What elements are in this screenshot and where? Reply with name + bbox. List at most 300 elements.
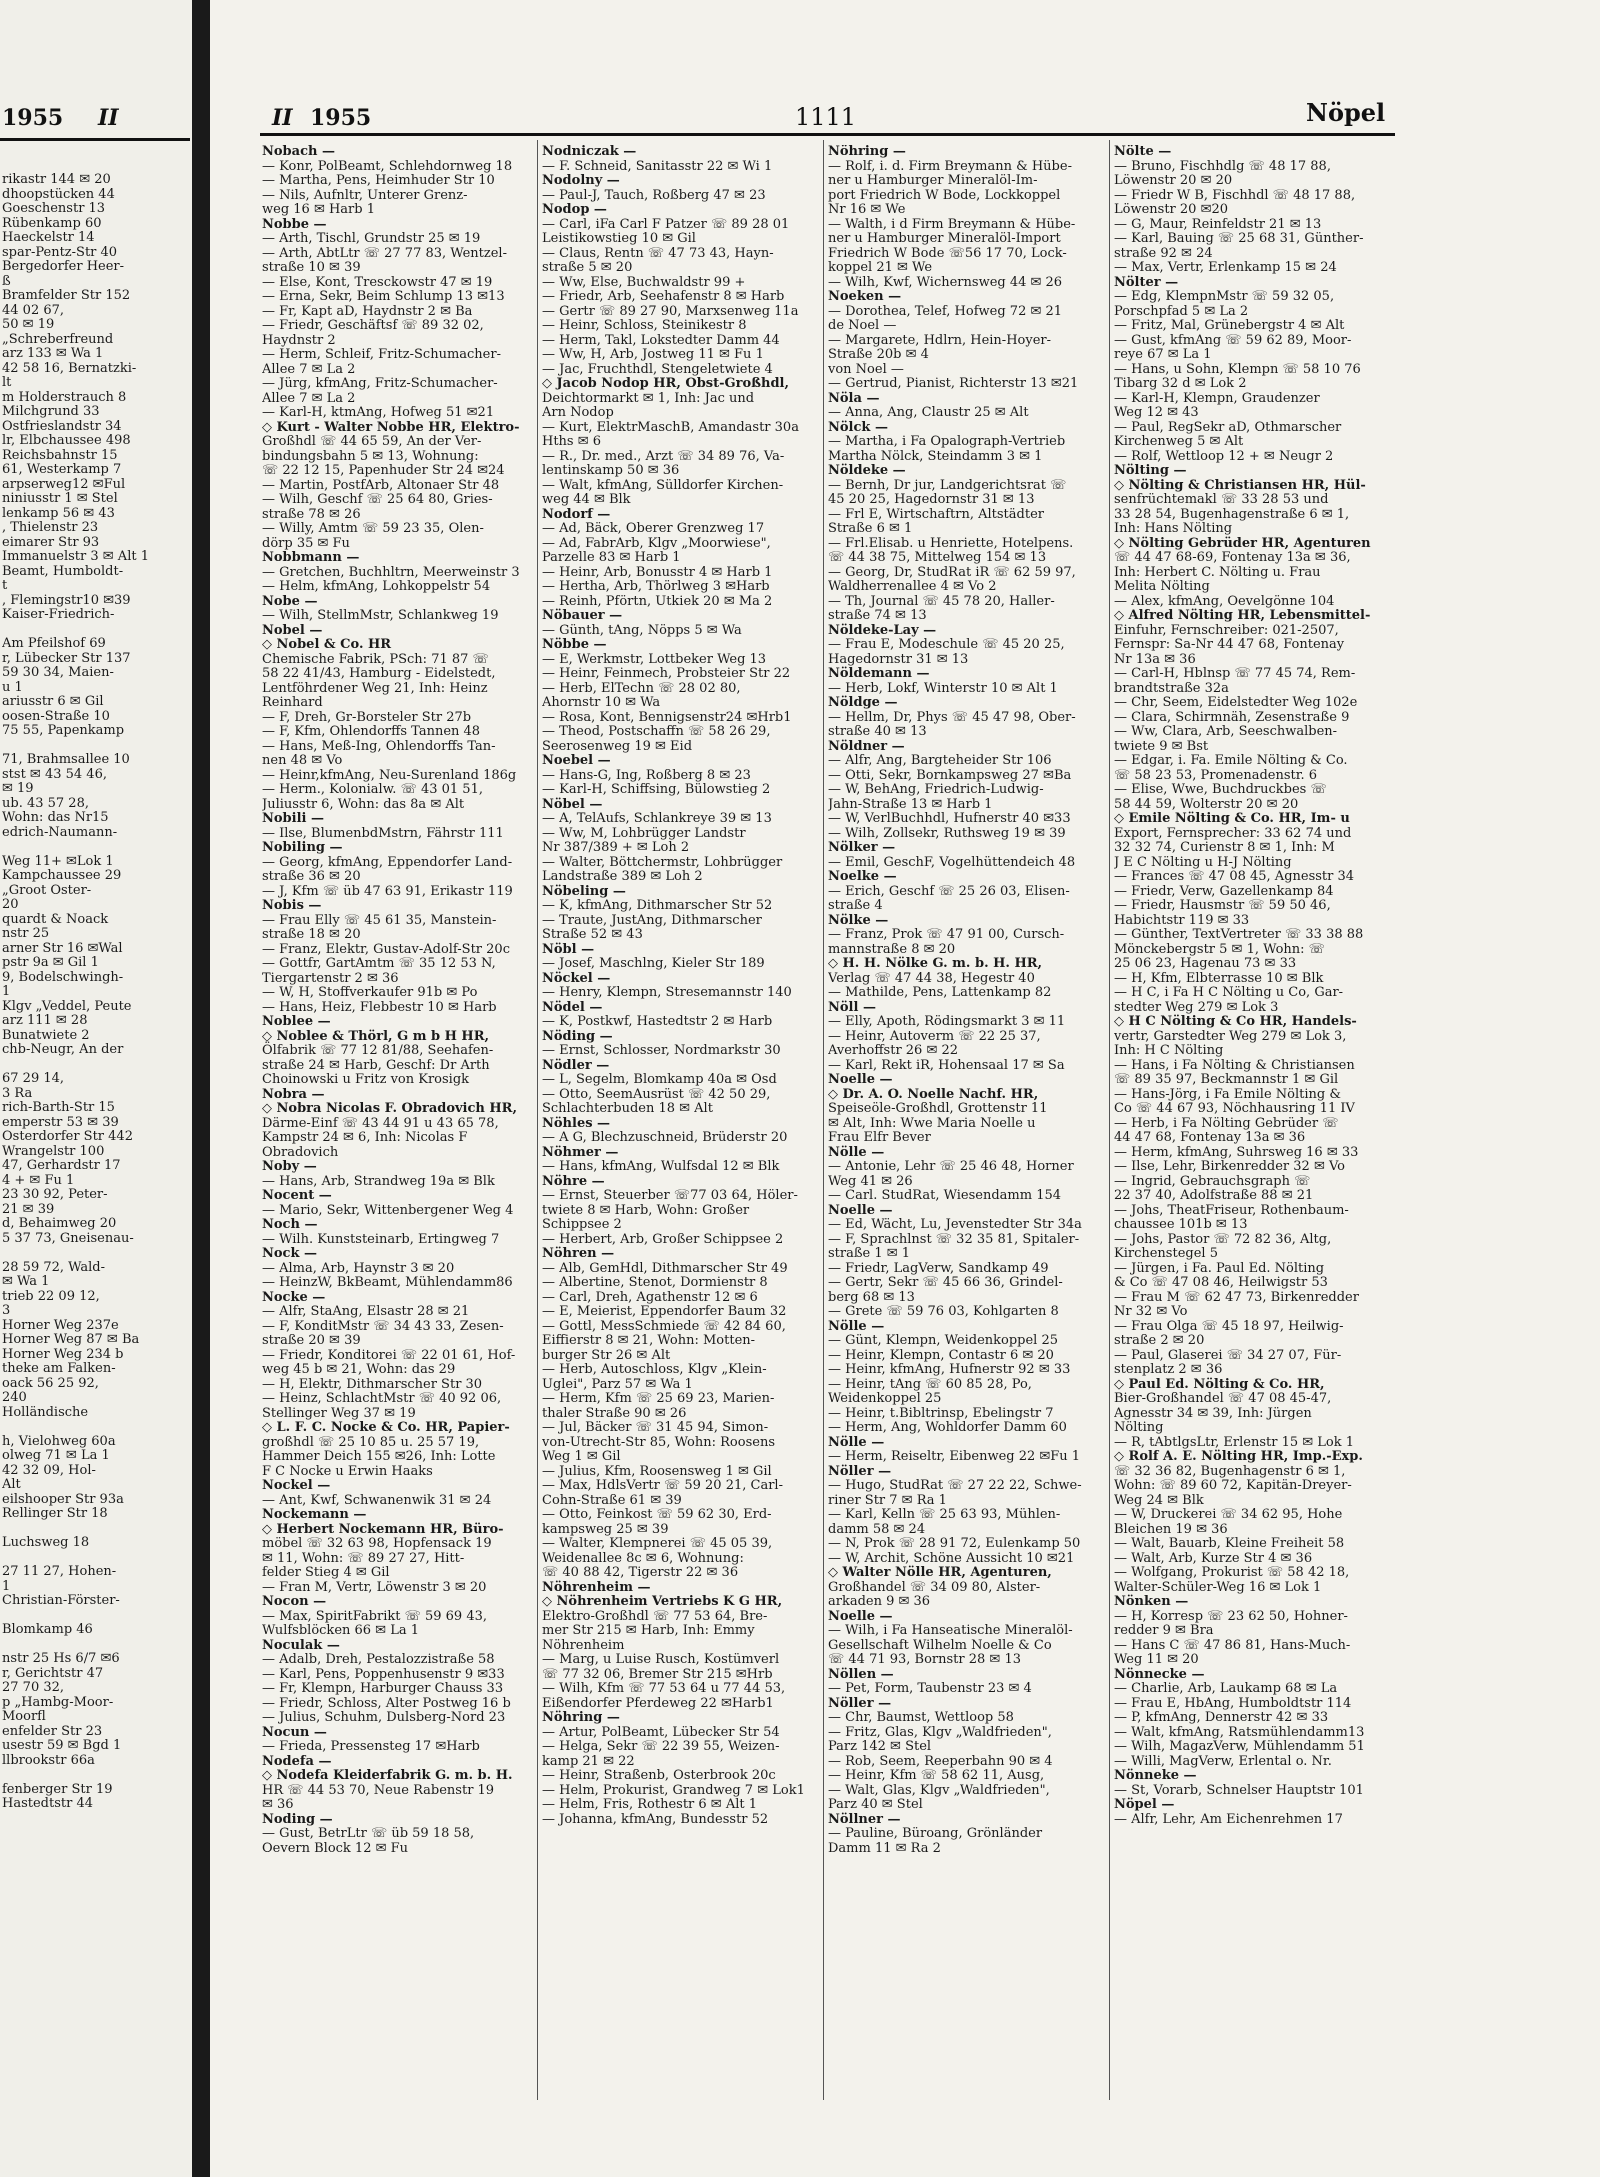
directory-entry-line: — Walt, kfmAng, Ratsmühlendamm13	[1114, 1724, 1365, 1740]
directory-entry-line: straße 1 ✉ 1	[828, 1246, 911, 1261]
directory-entry-line: — Hugo, StudRat ☏ 27 22 22, Schwe-	[828, 1478, 1082, 1493]
directory-entry-line: 20	[2, 897, 19, 912]
directory-entry-line: Noelle —	[828, 1072, 893, 1087]
directory-entry-line: ◇ Rolf A. E. Nölting HR, Imp.-Exp.	[1114, 1449, 1363, 1464]
running-head: Nöpel	[1306, 98, 1386, 127]
directory-entry-line: ◇ Paul Ed. Nölting & Co. HR,	[1114, 1376, 1325, 1392]
directory-entry-line: — Clara, Schirmnäh, Zesenstraße 9	[1114, 709, 1350, 725]
directory-entry-line: edrich-Naumann-	[2, 824, 118, 840]
directory-column-1	[262, 145, 527, 1856]
directory-entry-line: 23 30 92, Peter-	[2, 1187, 108, 1202]
directory-entry-line: — Mario, Sekr, Wittenbergener Weg 4	[262, 1202, 514, 1218]
directory-entry-line: mannstraße 8 ✉ 20	[828, 941, 956, 957]
directory-entry-line: Nobbmann —	[262, 550, 360, 565]
directory-entry-line: — Edg, KlempnMstr ☏ 59 32 05,	[1114, 289, 1335, 304]
directory-entry-line: — Elly, Apoth, Rödingsmarkt 3 ✉ 11	[828, 1014, 1066, 1029]
directory-entry-line: — Herm, Schleif, Fritz-Schumacher-	[262, 347, 501, 362]
directory-entry-line: — Ernst, Steuerber ☏77 03 64, Höler-	[542, 1188, 798, 1203]
directory-entry-line: lenkamp 56 ✉ 43	[2, 505, 115, 521]
directory-entry-line: Nöhring —	[828, 145, 906, 159]
directory-entry-line: Jahn-Straße 13 ✉ Harb 1	[828, 796, 993, 812]
directory-entry-line: — Ad, FabrArb, Klgv „Moorwiese",	[542, 535, 771, 551]
directory-entry-line: Nöhrenheim	[542, 1637, 625, 1653]
directory-entry-line: 3	[2, 1303, 11, 1318]
directory-entry-line: — Frau Olga ☏ 45 18 97, Heilwig-	[1114, 1318, 1344, 1334]
directory-entry-line: Nöhrenheim —	[542, 1579, 651, 1595]
directory-entry-line: chaussee 101b ✉ 13	[1114, 1217, 1248, 1232]
directory-entry-line: Nöding —	[542, 1028, 613, 1044]
header-year: 1955	[310, 105, 372, 131]
directory-entry-line: Luchsweg 18	[2, 1535, 90, 1550]
directory-entry-line: — Wilh, Kfm ☏ 77 53 64 u 77 44 53,	[542, 1681, 786, 1696]
directory-entry-line: Kaiser-Friedrich-	[2, 607, 115, 622]
directory-entry-line: — Margarete, Hdlrn, Hein-Hoyer-	[828, 332, 1051, 348]
directory-entry-line: Nölle —	[828, 1144, 885, 1160]
directory-entry-line: rich-Barth-Str 15	[2, 1100, 115, 1115]
column-divider	[1109, 140, 1110, 2100]
directory-entry-line: — Martin, PostfArb, Altonaer Str 48	[262, 477, 500, 493]
directory-entry-line: straße 18 ✉ 20	[262, 927, 361, 942]
directory-entry-line: — W, VerlBuchhdl, Hufnerstr 40 ✉33	[828, 811, 1071, 826]
directory-entry-line: — Hans, Meß-Ing, Ohlendorffs Tan-	[262, 738, 496, 754]
directory-entry-line: Weg 12 ✉ 43	[1114, 405, 1199, 420]
directory-entry-line: Nöbeling —	[542, 883, 626, 899]
directory-entry-line: — Wolfgang, Prokurist ☏ 58 42 18,	[1114, 1565, 1350, 1580]
directory-entry-line: 28 59 72, Wald-	[2, 1259, 106, 1275]
directory-entry-line: — Chr, Baumst, Wettloop 58	[828, 1710, 1014, 1725]
directory-entry-line: Bergedorfer Heer-	[2, 259, 125, 274]
directory-entry-line: Noby —	[262, 1159, 317, 1174]
directory-entry-line: Porschpfad 5 ✉ La 2	[1114, 303, 1249, 319]
directory-entry-line: straße 5 ✉ 20	[542, 260, 633, 275]
directory-entry-line: — Herm., Kolonialw. ☏ 43 01 51,	[262, 782, 483, 797]
directory-entry-line: lt	[2, 375, 12, 390]
directory-entry-line: Nodniczak —	[542, 145, 637, 159]
directory-entry-line: — Else, Kont, Tresckowstr 47 ✉ 19	[262, 274, 493, 290]
directory-entry-line: Nöla —	[828, 390, 880, 406]
directory-entry-line: brandtstraße 32a	[1114, 680, 1229, 696]
directory-entry-line: 59 30 34, Maien-	[2, 665, 114, 680]
directory-entry-line: r, Gerichtstr 47	[2, 1665, 104, 1681]
directory-entry-line: — Emil, GeschF, Vogelhüttendeich 48	[828, 854, 1076, 870]
directory-entry-line: Oevern Block 12 ✉ Fu	[262, 1840, 409, 1856]
directory-entry-line: reye 67 ✉ La 1	[1114, 347, 1212, 362]
directory-entry-line: Bleichen 19 ✉ 36	[1114, 1521, 1228, 1537]
directory-entry-line: — Pauline, Büroang, Grönländer	[828, 1826, 1043, 1841]
directory-entry-line: ☏ 40 88 42, Tigerstr 22 ✉ 36	[542, 1565, 739, 1580]
directory-entry-line: 33 28 54, Bugenhagenstraße 6 ✉ 1,	[1114, 506, 1350, 522]
directory-entry-line: — Charlie, Arb, Laukamp 68 ✉ La	[1114, 1681, 1338, 1696]
directory-entry-line: Haydnstr 2	[262, 332, 336, 348]
directory-entry-line: Bramfelder Str 152	[2, 288, 131, 303]
directory-entry-line: ☏ 89 35 97, Beckmannstr 1 ✉ Gil	[1114, 1072, 1339, 1087]
directory-entry-line: Leistikowstieg 10 ✉ Gil	[542, 231, 696, 246]
directory-entry-line: nstr 25	[2, 926, 50, 941]
directory-entry-line: Wohn: ☏ 89 60 72, Kapitän-Dreyer-	[1114, 1478, 1352, 1493]
directory-entry-line: — Ingrid, Gebrauchsgraph ☏	[1114, 1173, 1311, 1189]
directory-entry-line: 50 ✉ 19	[2, 317, 55, 332]
directory-entry-line: Kampstr 24 ✉ 6, Inh: Nicolas F	[262, 1130, 468, 1145]
directory-entry-line: ✉ 11, Wohn: ☏ 89 27 27, Hitt-	[262, 1550, 465, 1566]
directory-entry-line: Straße 20b ✉ 4	[828, 347, 929, 362]
directory-entry-line: — Herb, Autoschloss, Klgv „Klein-	[542, 1362, 767, 1377]
directory-entry-line: — Mathilde, Pens, Lattenkamp 82	[828, 985, 1052, 1000]
directory-entry-line: — Hans, u Sohn, Klempn ☏ 58 10 76	[1114, 361, 1361, 377]
directory-entry-line: — Heinr, Straßenb, Osterbrook 20c	[542, 1768, 776, 1783]
directory-entry-line: — Walth, i d Firm Breymann & Hübe-	[828, 216, 1076, 232]
directory-entry-line: — Walter, Böttchermstr, Lohbrügger	[542, 854, 783, 870]
directory-entry-line: — Karl, Bauing ☏ 25 68 31, Günther-	[1114, 231, 1364, 246]
directory-entry-line: — W, BehAng, Friedrich-Ludwig-	[828, 782, 1044, 797]
directory-entry-line: — H, Elektr, Dithmarscher Str 30	[262, 1376, 483, 1392]
directory-entry-line: Rellinger Str 18	[2, 1506, 108, 1521]
directory-entry-line: Nockemann —	[262, 1507, 367, 1522]
directory-entry-line: oosen-Straße 10	[2, 708, 110, 724]
directory-entry-line: t	[2, 578, 8, 593]
directory-entry-line: Nöbbe —	[542, 637, 607, 652]
directory-entry-line: — Dorothea, Telef, Hofweg 72 ✉ 21	[828, 303, 1063, 319]
directory-entry-line: Lentföhrdener Weg 21, Inh: Heinz	[262, 680, 488, 696]
directory-entry-line: Klgv „Veddel, Peute	[2, 998, 132, 1014]
directory-entry-line: spar-Pentz-Str 40	[2, 244, 118, 260]
directory-entry-line: felder Stieg 4 ✉ Gil	[262, 1565, 390, 1580]
directory-entry-line: — Paul-J, Tauch, Roßberg 47 ✉ 23	[542, 187, 766, 203]
directory-entry-line: — Herb, i Fa Nölting Gebrüder ☏	[1114, 1115, 1339, 1131]
directory-entry-line: Nöhre —	[542, 1173, 605, 1189]
directory-entry-line: eimarer Str 93	[2, 534, 100, 550]
directory-entry-line: Waldherrenallee 4 ✉ Vo 2	[828, 579, 997, 594]
directory-entry-line	[2, 1522, 190, 1537]
left-page-column	[2, 173, 190, 1812]
directory-entry-line: Seerosenweg 19 ✉ Eid	[542, 738, 693, 754]
directory-entry-line: chb-Neugr, An der	[2, 1042, 124, 1057]
directory-entry-line: Choinowski u Fritz von Krosigk	[262, 1072, 470, 1087]
directory-entry-line: — Kurt, ElektrMaschB, Amandastr 30a	[542, 419, 799, 435]
directory-entry-line: — Hans, i Fa Nölting & Christiansen	[1114, 1057, 1355, 1073]
directory-entry-line: — Otto, SeemAusrüst ☏ 42 50 29,	[542, 1086, 771, 1102]
directory-entry-line: Nöbauer —	[542, 608, 623, 623]
directory-entry-line: 1	[2, 984, 11, 999]
directory-entry-line	[2, 1768, 190, 1783]
directory-entry-line: Reichsbahnstr 15	[2, 447, 118, 463]
directory-entry-line: Weg 11+ ✉Lok 1	[2, 853, 114, 869]
directory-entry-line: — Karl-H, Schiffsing, Bülowstieg 2	[542, 782, 771, 797]
directory-entry-line: ◇ Nölting Gebrüder HR, Agenturen	[1114, 535, 1371, 551]
directory-entry-line: ◇ Herbert Nockemann HR, Büro-	[262, 1521, 504, 1537]
directory-column-3	[828, 145, 1093, 1856]
column-divider	[823, 140, 824, 2100]
directory-entry-line: Export, Fernsprecher: 33 62 74 und	[1114, 825, 1352, 841]
directory-entry-line: — Heinr, Klempn, Contastr 6 ✉ 20	[828, 1347, 1054, 1363]
directory-entry-line: 42 32 09, Hol-	[2, 1462, 96, 1478]
directory-entry-line: Nödel —	[542, 999, 603, 1015]
directory-entry-line: — Hans, Arb, Strandweg 19a ✉ Blk	[262, 1173, 495, 1189]
directory-entry-line: 58 44 59, Wolterstr 20 ✉ 20	[1114, 796, 1299, 812]
directory-entry-line: — Erna, Sekr, Beim Schlump 13 ✉13	[262, 289, 505, 304]
column-divider	[537, 140, 538, 2100]
directory-entry-line: — Carl, Dreh, Agathenstr 12 ✉ 6	[542, 1289, 758, 1305]
directory-entry-line: Nocun —	[262, 1724, 327, 1740]
directory-entry-line: — Günt, Klempn, Weidenkoppel 25	[828, 1333, 1059, 1348]
directory-entry-line	[2, 1420, 190, 1435]
directory-entry-line: — Otto, Feinkost ☏ 59 62 30, Erd-	[542, 1507, 772, 1522]
directory-entry-line: ☏ 58 23 53, Promenadenstr. 6	[1114, 767, 1318, 783]
directory-entry-line: ◇ Jacob Nodop HR, Obst-Großhdl,	[542, 376, 790, 391]
directory-entry-line: Wulfsblöcken 66 ✉ La 1	[262, 1623, 419, 1638]
directory-entry-line	[2, 1551, 190, 1566]
directory-entry-line: Eiffierstr 8 ✉ 21, Wohn: Motten-	[542, 1333, 756, 1348]
directory-entry-line: 67 29 14,	[2, 1071, 65, 1086]
directory-entry-line: Nodefa —	[262, 1753, 332, 1769]
directory-entry-line: — Max, SpiritFabrikt ☏ 59 69 43,	[262, 1608, 487, 1624]
directory-entry-line: ☏ 44 47 68-69, Fontenay 13a ✉ 36,	[1114, 550, 1351, 565]
directory-entry-line: Uglei", Parz 57 ✉ Wa 1	[542, 1376, 693, 1392]
directory-entry-line: Cohn-Straße 61 ✉ 39	[542, 1492, 682, 1508]
directory-entry-line: — Albertine, Stenot, Dormienstr 8	[542, 1275, 768, 1290]
directory-entry-line: Averhoffstr 26 ✉ 22	[828, 1043, 959, 1058]
directory-entry-line: HR ☏ 44 53 70, Neue Rabenstr 19	[262, 1782, 495, 1798]
directory-entry-line: Straße 52 ✉ 43	[542, 927, 643, 942]
directory-entry-line: — Ww, M, Lohbrügger Landstr	[542, 825, 746, 841]
directory-entry-line: 22 37 40, Adolfstraße 88 ✉ 21	[1114, 1188, 1314, 1203]
directory-entry-line: Nöldeke —	[828, 463, 906, 478]
directory-entry-line: — Walt, Bauarb, Kleine Freiheit 58	[1114, 1536, 1345, 1551]
directory-entry-line: Kirchenweg 5 ✉ Alt	[1114, 434, 1244, 449]
directory-entry-line: — Carl, iFa Carl F Patzer ☏ 89 28 01	[542, 216, 790, 232]
directory-entry-line: ✉ 19	[2, 781, 34, 796]
directory-entry-line: — Friedr, Schloss, Alter Postweg 16 b	[262, 1695, 511, 1711]
directory-entry-line: — Ed, Wächt, Lu, Jevenstedter Str 34a	[828, 1217, 1082, 1232]
directory-entry-line: ◇ Nobel & Co. HR	[262, 637, 392, 652]
directory-entry-line: ◇ Alfred Nölting HR, Lebensmittel-	[1114, 608, 1371, 623]
directory-entry-line: Landstraße 389 ✉ Loh 2	[542, 869, 703, 884]
directory-entry-line: r, Lübecker Str 137	[2, 650, 131, 666]
directory-entry-line: — Adalb, Dreh, Pestalozzistraße 58	[262, 1652, 495, 1667]
directory-entry-line: Hagedornstr 31 ✉ 13	[828, 651, 969, 667]
directory-entry-line: Gesellschaft Wilhelm Noelle & Co	[828, 1637, 1052, 1653]
directory-entry-line: arz 133 ✉ Wa 1	[2, 346, 104, 361]
directory-entry-line: — Heinr, Autoverm ☏ 22 25 37,	[828, 1028, 1041, 1044]
directory-entry-line: Milchgrund 33	[2, 404, 100, 419]
directory-entry-line: — Heinz, SchlachtMstr ☏ 40 92 06,	[262, 1391, 502, 1406]
directory-entry-line: Moorfl	[2, 1709, 46, 1724]
directory-entry-line: ◇ H. H. Nölke G. m. b. H. HR,	[828, 956, 1043, 971]
directory-entry-line: — Heinr, tAng ☏ 60 85 28, Po,	[828, 1376, 1032, 1392]
directory-entry-line: — Gretchen, Buchhltrn, Meerweinstr 3	[262, 564, 520, 580]
directory-entry-line: — Martha, Pens, Heimhuder Str 10	[262, 173, 495, 188]
directory-entry-line: Allee 7 ✉ La 2	[262, 361, 356, 377]
directory-entry-line: — Ernst, Schlosser, Nordmarkstr 30	[542, 1043, 781, 1058]
directory-entry-line: Arn Nodop	[542, 405, 614, 420]
directory-entry-line: redder 9 ✉ Bra	[1114, 1623, 1214, 1638]
directory-entry-line: enfelder Str 23	[2, 1723, 103, 1739]
directory-entry-line: — Herm, kfmAng, Suhrsweg 16 ✉ 33	[1114, 1144, 1359, 1160]
directory-entry-line: Noding —	[262, 1811, 333, 1827]
directory-entry-line: Nöldge —	[828, 695, 898, 710]
directory-entry-line: — Hans, Heiz, Flebbestr 10 ✉ Harb	[262, 999, 497, 1015]
directory-entry-line: — Willy, Amtm ☏ 59 23 35, Olen-	[262, 521, 484, 536]
directory-entry-line: Einfuhr, Fernschreiber: 021-2507,	[1114, 622, 1339, 638]
directory-entry-line: berg 68 ✉ 13	[828, 1289, 915, 1305]
directory-entry-line: Noelle —	[828, 1202, 893, 1218]
directory-entry-line: — Anna, Ang, Claustr 25 ✉ Alt	[828, 405, 1029, 420]
directory-entry-line: — Johs, Pastor ☏ 72 82 36, Altg,	[1114, 1231, 1332, 1247]
directory-entry-line: — Ww, Clara, Arb, Seeschwalben-	[1114, 724, 1338, 739]
directory-entry-line: — Gertr, Sekr ☏ 45 66 36, Grindel-	[828, 1275, 1063, 1290]
directory-entry-line: — Wilh, Geschf ☏ 25 64 80, Gries-	[262, 492, 493, 507]
directory-entry-line: straße 10 ✉ 39	[262, 260, 361, 275]
directory-entry-line: — Ww, Else, Buchwaldstr 99 +	[542, 274, 746, 290]
directory-entry-line: Haeckelstr 14	[2, 230, 95, 245]
directory-entry-line: Blomkamp 46	[2, 1622, 93, 1637]
directory-entry-line: — Johs, TheatFriseur, Rothenbaum-	[1114, 1202, 1349, 1218]
directory-entry-line: — Willi, MagVerw, Erlental o. Nr.	[1114, 1753, 1332, 1769]
header-volume: II	[272, 105, 293, 131]
directory-entry-line: Nölting —	[1114, 463, 1187, 478]
directory-entry-line: — Karl, Pens, Poppenhusenstr 9 ✉33	[262, 1666, 505, 1682]
directory-entry-line: burger Str 26 ✉ Alt	[542, 1347, 671, 1363]
directory-entry-line: ◇ Nöhrenheim Vertriebs K G HR,	[542, 1594, 783, 1609]
directory-entry-line: — Jul, Bäcker ☏ 31 45 94, Simon-	[542, 1420, 769, 1435]
directory-entry-line: straße 24 ✉ Harb, Geschf: Dr Arth	[262, 1057, 490, 1073]
directory-entry-line: — Frances ☏ 47 08 45, Agnesstr 34	[1114, 869, 1355, 884]
directory-entry-line: llbrookstr 66a	[2, 1752, 95, 1768]
directory-entry-line: 1	[2, 1578, 11, 1594]
directory-entry-line: Nöllen —	[828, 1666, 894, 1682]
directory-entry-line: straße 20 ✉ 39	[262, 1333, 361, 1348]
directory-entry-line: 45 20 25, Hagedornstr 31 ✉ 13	[828, 492, 1035, 507]
directory-entry-line: Nönnecke —	[1114, 1666, 1205, 1682]
directory-entry-line: Nöhren —	[542, 1246, 615, 1261]
directory-entry-line: — Friedr, Hausmstr ☏ 59 50 46,	[1114, 898, 1331, 913]
directory-entry-line: — F, Dreh, Gr-Borsteler Str 27b	[262, 709, 472, 725]
directory-entry-line: 42 58 16, Bernatzki-	[2, 360, 137, 376]
directory-entry-line: — Rolf, i. d. Firm Breymann & Hübe-	[828, 158, 1072, 174]
directory-entry-line: J E C Nölting u H-J Nölting	[1114, 854, 1292, 870]
directory-entry-line: — Nils, Aufnltr, Unterer Grenz-	[262, 187, 468, 203]
directory-entry-line: Reinhard	[262, 695, 323, 710]
directory-entry-line: — Ww, H, Arb, Jostweg 11 ✉ Fu 1	[542, 347, 764, 362]
directory-entry-line: — Herm, Ang, Wohldorfer Damm 60	[828, 1420, 1067, 1435]
directory-entry-line: Nocke —	[262, 1289, 326, 1305]
directory-entry-line: — A G, Blechzuschneid, Brüderstr 20	[542, 1130, 788, 1145]
directory-entry-line: — Frieda, Pressensteg 17 ✉Harb	[262, 1739, 480, 1754]
directory-entry-line: straße 40 ✉ 13	[828, 724, 927, 739]
directory-entry-line: — Marg, u Luise Rusch, Kostümverl	[542, 1652, 780, 1667]
directory-entry-line: Horner Weg 237e	[2, 1317, 119, 1333]
book-gutter	[192, 0, 210, 2177]
directory-entry-line: olweg 71 ✉ La 1	[2, 1448, 110, 1463]
directory-entry-line: d, Behaimweg 20	[2, 1216, 117, 1231]
directory-entry-line: Nölte —	[1114, 145, 1172, 159]
directory-entry-line: Weidenkoppel 25	[828, 1391, 942, 1406]
directory-entry-line	[2, 623, 190, 638]
directory-entry-line: Juliusstr 6, Wohn: das 8a ✉ Alt	[262, 796, 465, 812]
directory-entry-line: — Friedr, Konditorei ☏ 22 01 61, Hof-	[262, 1347, 516, 1363]
directory-entry-line	[2, 1638, 190, 1653]
directory-entry-line: & Co ☏ 47 08 46, Heilwigstr 53	[1114, 1275, 1328, 1290]
directory-entry-line: ◇ H C Nölting & Co HR, Handels-	[1114, 1014, 1357, 1029]
left-page-year: 1955	[2, 105, 64, 131]
directory-entry-line: — Helm, Prokurist, Grandweg 7 ✉ Lok1	[542, 1782, 805, 1798]
directory-entry-line: — Günth, tAng, Nöpps 5 ✉ Wa	[542, 622, 742, 638]
directory-entry-line: Nr 387/389 + ✉ Loh 2	[542, 840, 690, 855]
directory-entry-line: 71, Brahmsallee 10	[2, 752, 130, 767]
directory-entry-line: Eißendorfer Pferdeweg 22 ✉Harb1	[542, 1695, 774, 1711]
directory-entry-line: 44 02 67,	[2, 302, 65, 318]
directory-entry-line: 240	[2, 1390, 27, 1405]
directory-entry-line: Nobel —	[262, 622, 323, 638]
directory-entry-line: Christian-Förster-	[2, 1593, 120, 1608]
directory-entry-line: 3 Ra	[2, 1085, 33, 1101]
directory-entry-line: großhdl ☏ 25 10 85 u. 25 57 19,	[262, 1434, 480, 1450]
directory-column-4	[1114, 145, 1379, 1827]
directory-entry-line: — Georg, Dr, StudRat iR ☏ 62 59 97,	[828, 564, 1076, 580]
directory-entry-line: Frau Elfr Bever	[828, 1130, 931, 1145]
directory-entry-line: dhoopstücken 44	[2, 186, 115, 202]
directory-entry-line: — Friedr, Geschäftsf ☏ 89 32 02,	[262, 318, 484, 333]
directory-entry-line: Walter-Schüler-Weg 16 ✉ Lok 1	[1114, 1579, 1322, 1595]
directory-entry-line: — Carl. StudRat, Wiesendamm 154	[828, 1188, 1062, 1203]
directory-entry-line: — Josef, Maschlng, Kieler Str 189	[542, 956, 765, 971]
directory-entry-line: — F. Schneid, Sanitasstr 22 ✉ Wi 1	[542, 158, 773, 174]
directory-entry-line: — Franz, Elektr, Gustav-Adolf-Str 20c	[262, 941, 510, 957]
directory-entry-line: nstr 25 Hs 6/7 ✉6	[2, 1651, 120, 1666]
directory-entry-line: — Herm, Takl, Lokstedter Damm 44	[542, 332, 780, 348]
directory-entry-line: — Bernh, Dr jur, Landgerichtsrat ☏	[828, 477, 1067, 493]
directory-entry-line: twiete 9 ✉ Bst	[1114, 738, 1209, 754]
directory-entry-line: — Friedr W B, Fischhdl ☏ 48 17 88,	[1114, 187, 1356, 203]
directory-entry-line: Schippsee 2	[542, 1217, 622, 1232]
directory-entry-line: Am Pfeilshof 69	[2, 636, 106, 651]
directory-entry-line: theke am Falken-	[2, 1361, 116, 1376]
directory-entry-line: arz 111 ✉ 28	[2, 1013, 88, 1028]
directory-entry-line: — Frl.Elisab. u Henriette, Hotelpens.	[828, 535, 1074, 551]
directory-entry-line: Nodop —	[542, 202, 607, 217]
directory-entry-line: Horner Weg 87 ✉ Ba	[2, 1332, 140, 1347]
directory-entry-line: ☏ 32 36 82, Bugenhagenstr 6 ✉ 1,	[1114, 1463, 1346, 1479]
directory-entry-line: Nöller —	[828, 1695, 892, 1711]
directory-entry-line: — Arth, AbtLtr ☏ 27 77 83, Wentzel-	[262, 245, 507, 261]
directory-entry-line: straße 4	[828, 898, 883, 913]
directory-entry-line: Fernspr: Sa-Nr 44 47 68, Fontenay	[1114, 637, 1345, 652]
directory-entry-line: — H, Kfm, Elbterrasse 10 ✉ Blk	[1114, 970, 1324, 986]
directory-entry-line: Osterdorfer Str 442	[2, 1129, 133, 1144]
directory-entry-line: ☏ 77 32 06, Bremer Str 215 ✉Hrb	[542, 1666, 773, 1682]
directory-entry-line: Nöbel —	[542, 796, 603, 812]
directory-entry-line: Weidenallee 8c ✉ 6, Wohnung:	[542, 1550, 744, 1566]
directory-entry-line: — St, Vorarb, Schnelser Hauptstr 101	[1114, 1782, 1364, 1798]
directory-entry-line: — J, Kfm ☏ üb 47 63 91, Erikastr 119	[262, 883, 513, 899]
directory-entry-line: 61, Westerkamp 7	[2, 462, 122, 477]
directory-entry-line: Nr 32 ✉ Vo	[1114, 1304, 1188, 1319]
directory-entry-line: lentinskamp 50 ✉ 36	[542, 463, 680, 478]
directory-entry-line: — Rosa, Kont, Bennigsenstr24 ✉Hrb1	[542, 709, 792, 725]
directory-entry-line: — Franz, Prok ☏ 47 91 00, Cursch-	[828, 927, 1065, 942]
directory-entry-line: — Antonie, Lehr ☏ 25 46 48, Horner	[828, 1159, 1074, 1174]
directory-entry-line: straße 2 ✉ 20	[1114, 1333, 1205, 1348]
directory-entry-line: Weg 1 ✉ Gil	[542, 1449, 621, 1464]
directory-entry-line: — Theod, Postschaffn ☏ 58 26 29,	[542, 724, 771, 739]
directory-entry-line: de Noel —	[828, 318, 897, 333]
directory-entry-line: — Helm, kfmAng, Lohkoppelstr 54	[262, 579, 491, 594]
directory-entry-line: Inh: H C Nölting	[1114, 1043, 1224, 1058]
directory-entry-line: arkaden 9 ✉ 36	[828, 1594, 931, 1609]
directory-entry-line: Nodorf —	[542, 506, 611, 522]
directory-entry-line: Tiergartenstr 2 ✉ 36	[262, 970, 399, 986]
directory-entry-line: Straße 6 ✉ 1	[828, 521, 913, 536]
directory-entry-line: — Frau E, Modeschule ☏ 45 20 25,	[828, 637, 1065, 652]
